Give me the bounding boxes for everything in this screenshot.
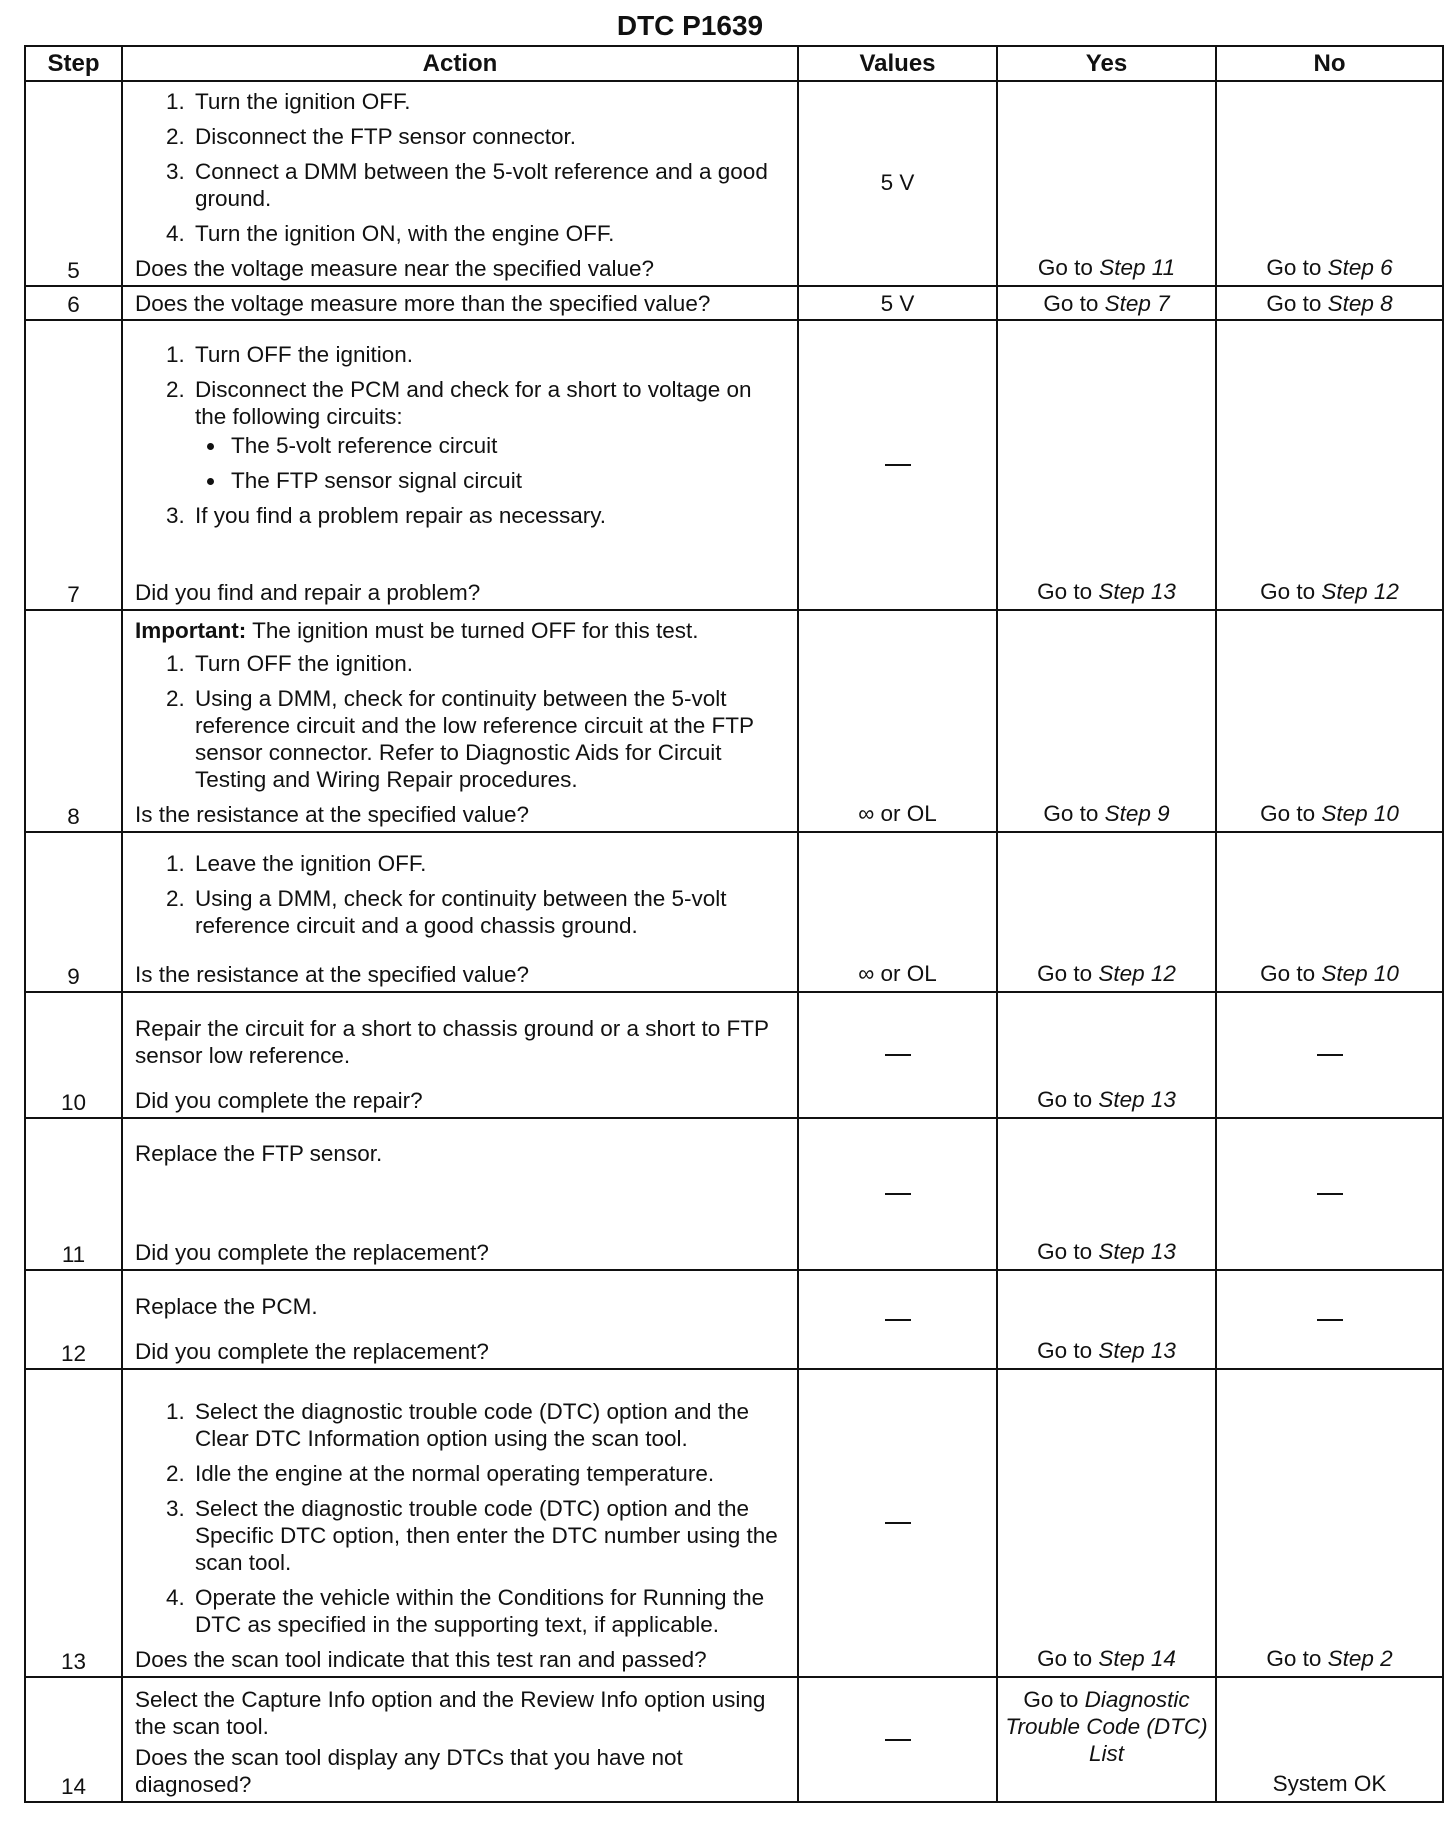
action-cell (122, 1677, 798, 1802)
dash (1317, 1054, 1343, 1056)
action-list (135, 1398, 787, 1638)
action-item: 3. Select the diagnostic trouble code (DTC) option and the Specific DTC option, then enter the DTC number using the scan tool. (191, 1495, 787, 1576)
no-cell (1216, 1369, 1443, 1677)
step-row-14 (25, 1677, 1443, 1802)
goto-text: Go to (1037, 1087, 1093, 1112)
step-number: 8 (25, 610, 122, 832)
action-text: Repair the circuit for a short to chassis ground or a short to FTP sensor low reference. (135, 1016, 769, 1068)
action-item (191, 376, 787, 494)
action-list (135, 850, 787, 939)
value-cell (798, 320, 997, 610)
action-item: 1. Turn OFF the ignition. (191, 341, 787, 368)
step-row-7 (25, 320, 1443, 610)
important-text: The ignition must be turned OFF for this test. (252, 618, 699, 643)
action-cell (122, 286, 798, 320)
yes-cell (997, 81, 1216, 286)
yes-step-link[interactable]: Step 13 (1098, 1087, 1176, 1112)
step-number: 13 (25, 1369, 122, 1677)
action-item: 1. Turn the ignition OFF. (191, 88, 787, 115)
action-cell (122, 1270, 798, 1369)
no-cell (1216, 1118, 1443, 1270)
value-cell (798, 992, 997, 1118)
no-cell: System OK (1216, 1677, 1443, 1802)
yes-step-link[interactable]: Step 12 (1098, 961, 1176, 986)
action-item: 1. Turn OFF the ignition. (191, 650, 787, 677)
header-row (25, 46, 1443, 81)
action-item: 4. Operate the vehicle within the Conditions for Running the DTC as specified in the supporting text, if applicable. (191, 1584, 787, 1638)
yes-cell (997, 320, 1216, 610)
action-cell (122, 832, 798, 992)
goto-text: Go to (1266, 1646, 1322, 1671)
value-cell (798, 1677, 997, 1802)
action-question: Did you complete the replacement? (135, 1240, 489, 1265)
action-item: 1. Select the diagnostic trouble code (DTC) option and the Clear DTC Information option using the scan tool. (191, 1398, 787, 1452)
action-question: Did you complete the repair? (135, 1088, 423, 1113)
goto-text: Go to (1266, 290, 1322, 316)
no-step-link[interactable]: Step 10 (1321, 801, 1399, 826)
no-step-link[interactable]: Step 2 (1327, 1646, 1393, 1671)
yes-cell (997, 992, 1216, 1118)
goto-text: Go to (1037, 255, 1093, 280)
step-row-5 (25, 81, 1443, 286)
action-item: 4. Turn the ignition ON, with the engine OFF. (191, 220, 787, 247)
action-question: Does the voltage measure near the specified value? (135, 256, 655, 281)
no-cell (1216, 286, 1443, 320)
page-title: DTC P1639 (616, 10, 764, 41)
dash (1317, 1193, 1343, 1195)
step-number: 7 (25, 320, 122, 610)
dash (1317, 1319, 1343, 1321)
action-cell (122, 320, 798, 610)
action-cell (122, 81, 798, 286)
yes-cell (997, 1270, 1216, 1369)
step-number: 12 (25, 1270, 122, 1369)
no-cell (1216, 610, 1443, 832)
header-action: Action (122, 46, 798, 81)
action-item: 2. Disconnect the FTP sensor connector. (191, 123, 787, 150)
bullet-item: • The 5-volt reference circuit (227, 432, 787, 459)
header-yes: Yes (997, 46, 1216, 81)
dash (885, 1522, 911, 1524)
goto-text: Go to (1037, 1338, 1093, 1363)
no-cell (1216, 992, 1443, 1118)
no-cell (1216, 320, 1443, 610)
action-cell (122, 1369, 798, 1677)
goto-text: Go to (1037, 579, 1093, 604)
yes-step-link[interactable]: Step 13 (1098, 1239, 1176, 1264)
dash (885, 1054, 911, 1056)
no-step-link[interactable]: Step 6 (1327, 255, 1393, 280)
goto-text: Go to (1260, 961, 1316, 986)
goto-text: Go to (1260, 579, 1316, 604)
important-label: Important: (135, 618, 247, 643)
value-cell: 5 V (798, 81, 997, 286)
step-row-10 (25, 992, 1443, 1118)
action-question: Is the resistance at the specified value? (135, 962, 529, 987)
dash (885, 464, 911, 466)
action-text: Replace the FTP sensor. (135, 1141, 383, 1166)
header-values: Values (798, 46, 997, 81)
dtc-table (24, 45, 1444, 1803)
action-item: 2. Using a DMM, check for continuity between the 5-volt reference circuit and a good chassis ground. (191, 885, 787, 939)
goto-text: Go to (1037, 961, 1093, 986)
no-cell (1216, 832, 1443, 992)
yes-cell (997, 1118, 1216, 1270)
action-question: Does the scan tool display any DTCs that you have not diagnosed? (135, 1745, 683, 1797)
dtc-list-link[interactable]: Diagnostic Trouble Code (DTC) List (1005, 1687, 1208, 1766)
dash (885, 1193, 911, 1195)
goto-text: Go to (1023, 1687, 1079, 1712)
no-step-link[interactable]: Step 8 (1327, 290, 1393, 316)
step-row-13 (25, 1369, 1443, 1677)
no-cell (1216, 81, 1443, 286)
action-item-text: Disconnect the PCM and check for a short to voltage on the following circuits: (195, 377, 752, 429)
yes-cell (997, 832, 1216, 992)
action-item: 2. Idle the engine at the normal operating temperature. (191, 1460, 787, 1487)
yes-step-link[interactable]: Step 9 (1104, 801, 1170, 826)
action-item: 3. If you find a problem repair as necessary. (191, 502, 787, 529)
value-cell: 5 V (798, 286, 997, 320)
step-row-9 (25, 832, 1443, 992)
important-note (135, 617, 787, 644)
no-cell (1216, 1270, 1443, 1369)
yes-step-link[interactable]: Step 14 (1098, 1646, 1176, 1671)
goto-text: Go to (1266, 255, 1322, 280)
no-step-link[interactable]: Step 10 (1321, 961, 1399, 986)
yes-cell (997, 1369, 1216, 1677)
step-number: 9 (25, 832, 122, 992)
no-step-link[interactable]: Step 12 (1321, 579, 1399, 604)
yes-step-link[interactable]: Step 11 (1099, 255, 1176, 280)
step-number: 10 (25, 992, 122, 1118)
action-question: Does the scan tool indicate that this test ran and passed? (135, 1647, 707, 1672)
action-cell (122, 1118, 798, 1270)
value-cell (798, 1369, 997, 1677)
yes-step-link[interactable]: Step 13 (1098, 579, 1176, 604)
action-item: 2. Using a DMM, check for continuity between the 5-volt reference circuit and the low reference circuit at the FTP sensor connector. Refer to Diagnostic Aids for Circuit Testing and Wiring Repair procedures. (191, 685, 787, 793)
action-cell (122, 610, 798, 832)
yes-cell (997, 610, 1216, 832)
goto-text: Go to (1043, 290, 1099, 316)
header-no: No (1216, 46, 1443, 81)
action-item: 1. Leave the ignition OFF. (191, 850, 787, 877)
goto-text: Go to (1037, 1239, 1093, 1264)
goto-text: Go to (1043, 801, 1099, 826)
step-number: 14 (25, 1677, 122, 1802)
action-question: Does the voltage measure more than the specified value? (135, 291, 711, 316)
yes-cell (997, 286, 1216, 320)
action-text: Replace the PCM. (135, 1294, 318, 1319)
action-cell (122, 992, 798, 1118)
step-row-8 (25, 610, 1443, 832)
yes-step-link[interactable]: Step 13 (1098, 1338, 1176, 1363)
action-list (135, 650, 787, 793)
value-cell: ∞ or OL (798, 610, 997, 832)
step-number: 11 (25, 1118, 122, 1270)
value-cell: ∞ or OL (798, 832, 997, 992)
goto-text: Go to (1260, 801, 1316, 826)
action-question: Is the resistance at the specified value? (135, 802, 529, 827)
action-question: Did you complete the replacement? (135, 1339, 489, 1364)
dash (885, 1319, 911, 1321)
dash (885, 1739, 911, 1741)
yes-step-link[interactable]: Step 7 (1104, 290, 1170, 316)
step-number: 5 (25, 81, 122, 286)
bullet-list (195, 432, 787, 494)
step-row-12 (25, 1270, 1443, 1369)
action-text: Select the Capture Info option and the Review Info option using the scan tool. (135, 1687, 766, 1739)
header-step: Step (25, 46, 122, 81)
step-row-6 (25, 286, 1443, 320)
step-number: 6 (25, 286, 122, 320)
yes-cell (997, 1677, 1216, 1802)
value-cell (798, 1270, 997, 1369)
action-list (135, 341, 787, 529)
action-list (135, 88, 787, 247)
step-row-11 (25, 1118, 1443, 1270)
bullet-item: • The FTP sensor signal circuit (227, 467, 787, 494)
goto-text: Go to (1037, 1646, 1093, 1671)
action-item: 3. Connect a DMM between the 5-volt reference and a good ground. (191, 158, 787, 212)
value-cell (798, 1118, 997, 1270)
action-question: Did you find and repair a problem? (135, 580, 481, 605)
